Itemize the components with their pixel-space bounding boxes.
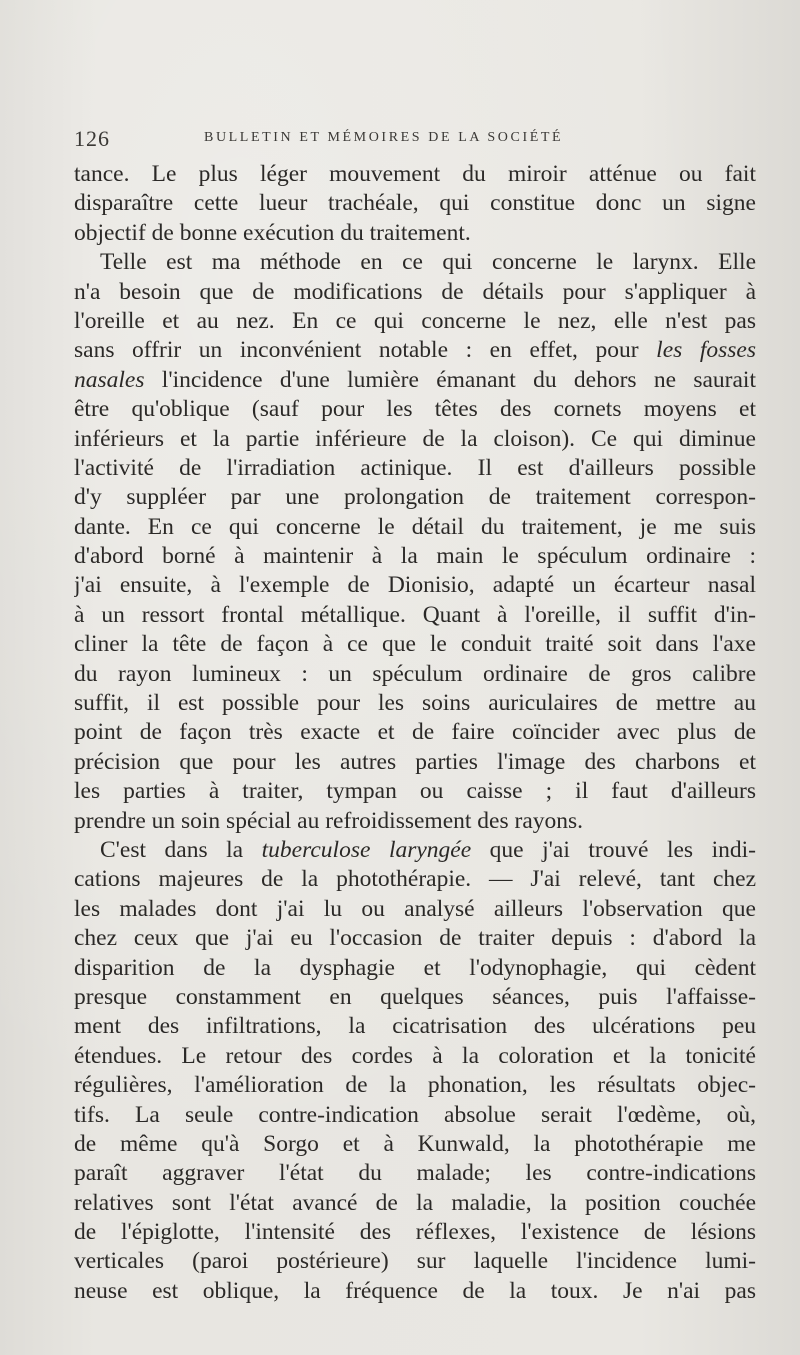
text-line: cliner la tête de façon à ce que le conduit traité soit dans l'axe <box>74 631 756 658</box>
text-line: objectif de bonne exécution du traitement. <box>74 219 471 246</box>
italic-term: les fosses <box>656 337 756 364</box>
text-run: l'incidence d'une lumière émanant du dehors ne saurait <box>144 366 756 393</box>
text-line: du rayon lumineux : un spéculum ordinaire de gros calibre <box>74 660 756 687</box>
text-line: j'ai ensuite, à l'exemple de Dionisio, adapté un écarteur nasal <box>74 572 756 599</box>
text-line: ment des infiltrations, la cicatrisation des ulcérations peu <box>74 1013 756 1040</box>
text-line: étendues. Le retour des cordes à la coloration et la tonicité <box>74 1042 756 1069</box>
text-line: suffit, il est possible pour les soins auriculaires de mettre au <box>74 690 756 717</box>
text-line: les malades dont j'ai lu ou analysé ailleurs l'observation que <box>74 895 756 922</box>
text-run: C'est dans la <box>100 836 262 863</box>
text-line: relatives sont l'état avancé de la maladie, la position couchée <box>74 1189 756 1216</box>
text-line: disparaître cette lueur trachéale, qui constitue donc un signe <box>74 190 756 217</box>
text-line: neuse est oblique, la fréquence de la toux. Je n'ai pas <box>74 1277 756 1304</box>
text-line: de même qu'à Sorgo et à Kunwald, la photothérapie me <box>74 1130 756 1157</box>
text-line: Telle est ma méthode en ce qui concerne le larynx. Elle <box>100 249 756 276</box>
text-run: sans offrir un inconvénient notable : en effet, pour <box>74 337 657 364</box>
text-line: l'oreille et au nez. En ce qui concerne le nez, elle n'est pas <box>74 307 756 334</box>
running-title: BULLETIN ET MÉMOIRES DE LA SOCIÉTÉ <box>204 130 564 145</box>
text-line: paraît aggraver l'état du malade; les contre-indications <box>74 1160 756 1187</box>
text-line: être qu'oblique (sauf pour les têtes des cornets moyens et <box>74 396 756 423</box>
italic-term: tuberculose laryngée <box>261 836 472 863</box>
text-line: inférieurs et la partie inférieure de la cloison). Ce qui diminue <box>74 425 756 452</box>
text-line: les parties à traiter, tympan ou caisse ; il faut d'ailleurs <box>74 778 756 805</box>
text-line: précision que pour les autres parties l'image des charbons et <box>74 748 756 775</box>
running-head <box>74 122 734 158</box>
text-line: point de façon très exacte et de faire coïncider avec plus de <box>74 719 756 746</box>
text-line: verticales (paroi postérieure) sur laquelle l'incidence lumi- <box>74 1248 756 1275</box>
text-line: dante. En ce qui concerne le détail du traitement, je me suis <box>74 513 756 540</box>
body-text <box>74 160 756 1306</box>
text-line: cations majeures de la photothérapie. — J'ai relevé, tant chez <box>74 866 756 893</box>
text-line: tifs. La seule contre-indication absolue serait l'œdème, où, <box>74 1101 756 1128</box>
text-line: tance. Le plus léger mouvement du miroir atténue ou fait <box>74 161 756 187</box>
text-line: disparition de la dysphagie et l'odynophagie, qui cèdent <box>74 954 756 981</box>
text-line: presque constamment en quelques séances, puis l'affaisse- <box>74 983 756 1010</box>
page-number: 126 <box>74 126 110 151</box>
text-run: que j'ai trouvé les indi- <box>471 836 756 863</box>
text-line: régulières, l'amélioration de la phonation, les résultats objec- <box>74 1072 756 1099</box>
text-line: d'y suppléer par une prolongation de traitement correspon- <box>74 484 756 511</box>
text-line: prendre un soin spécial au refroidissement des rayons. <box>74 807 584 834</box>
text-line: l'activité de l'irradiation actinique. Il est d'ailleurs possible <box>74 454 756 481</box>
text-line <box>74 836 756 865</box>
text-line: n'a besoin que de modifications de détails pour s'appliquer à <box>74 278 756 305</box>
text-line <box>74 336 756 365</box>
text-line: de l'épiglotte, l'intensité des réflexes, l'existence de lésions <box>74 1219 756 1246</box>
text-line <box>74 366 756 395</box>
text-line: chez ceux que j'ai eu l'occasion de traiter depuis : d'abord la <box>74 925 756 952</box>
text-line: d'abord borné à maintenir à la main le spéculum ordinaire : <box>74 543 756 570</box>
text-line: à un ressort frontal métallique. Quant à l'oreille, il suffit d'in- <box>74 601 756 628</box>
italic-term: nasales <box>74 366 145 393</box>
